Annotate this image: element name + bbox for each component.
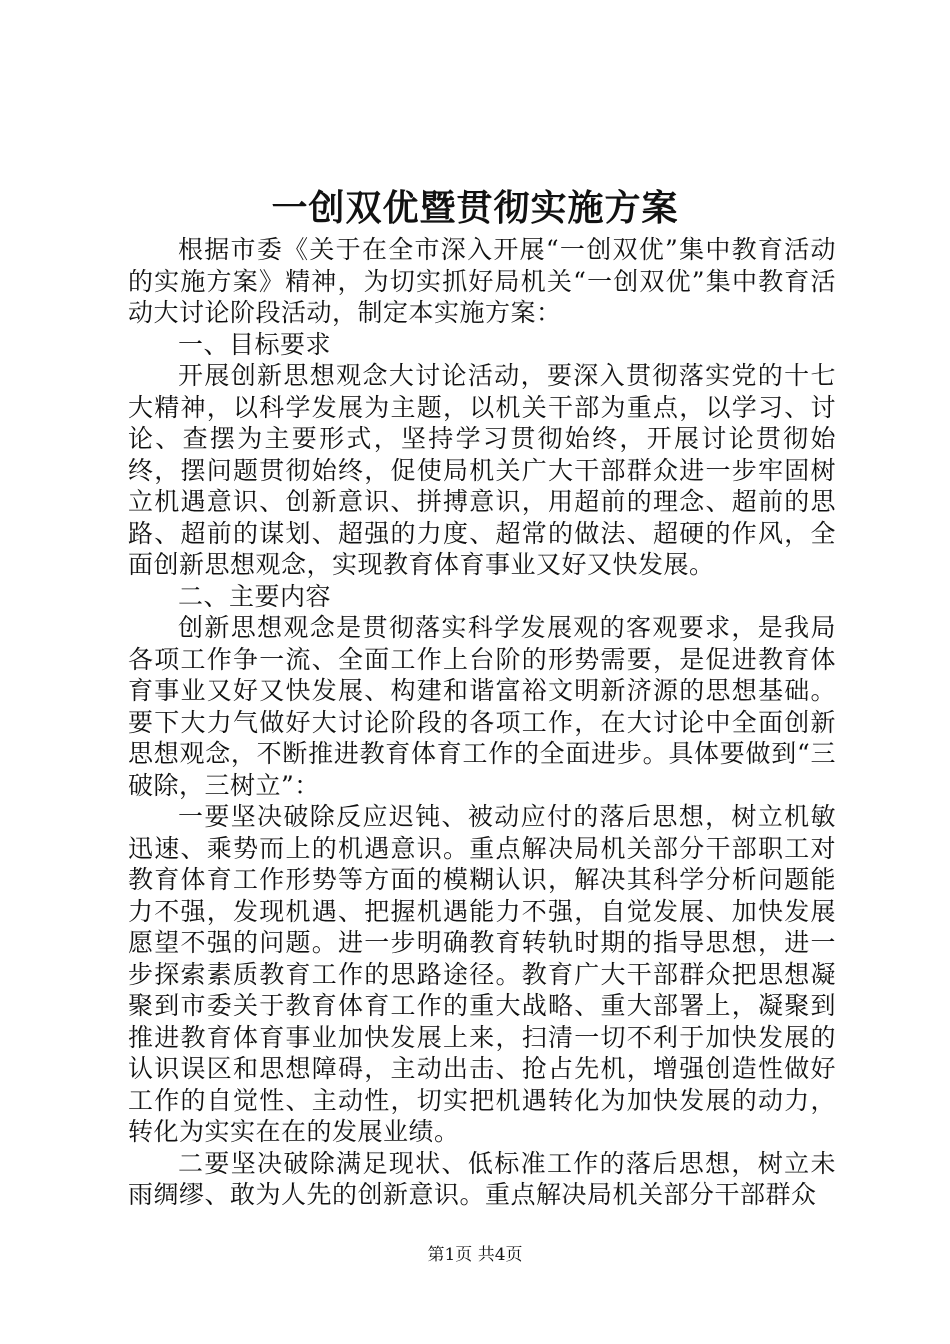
paragraph-content: 创新思想观念是贯彻落实科学发展观的客观要求，是我局各项工作争一流、全面工作上台阶的形势需要，是促进教育体育事业又好又快发展、构建和谐富裕文明新济源的思想基础。要下大力气做好大讨论阶段的各项工作，在大讨论中全面创新思想观念，不断推进教育体育工作的全面进步。具体要做到“三破除，三树立”： [128, 613, 836, 800]
paragraph-intro: 根据市委《关于在全市深入开展“一创双优”集中教育活动的实施方案》精神，为切实抓好局机关“一创双优”集中教育活动大讨论阶段活动，制定本实施方案： [128, 235, 836, 327]
document-body [128, 234, 836, 1211]
paragraph-point-one: 一要坚决破除反应迟钝、被动应付的落后思想，树立机敏迅速、乘势而上的机遇意识。重点解决局机关部分干部职工对教育体育工作形势等方面的模糊认识，解决其科学分析问题能力不强，发现机遇、把握机遇能力不强，自觉发展、加快发展愿望不强的问题。进一步明确教育转轨时期的指导思想，进一步探索素质教育工作的思路途径。教育广大干部群众把思想凝聚到市委关于教育体育工作的重大战略、重大部署上，凝聚到推进教育体育事业加快发展上来，扫清一切不利于加快发展的认识误区和思想障碍，主动出击、抢占先机，增强创造性做好工作的自觉性、主动性，切实把机遇转化为加快发展的动力，转化为实实在在的发展业绩。 [128, 802, 836, 1146]
paragraph-point-two: 二要坚决破除满足现状、低标准工作的落后思想，树立未雨绸缪、敢为人先的创新意识。重点解决局机关部分干部群众 [128, 1148, 836, 1209]
section-heading-goals: 一、目标要求 [178, 329, 332, 359]
page-footer: 第1页 共4页 [427, 1245, 523, 1265]
document-title: 一创双优暨贯彻实施方案 [271, 187, 679, 229]
section-heading-content: 二、主要内容 [178, 581, 332, 611]
paragraph-goals: 开展创新思想观念大讨论活动，要深入贯彻落实党的十七大精神，以科学发展为主题，以机关干部为重点，以学习、讨论、查摆为主要形式，坚持学习贯彻始终，开展讨论贯彻始终，摆问题贯彻始终，促使局机关广大干部群众进一步牢固树立机遇意识、创新意识、拼搏意识，用超前的理念、超前的思路、超前的谋划、超强的力度、超常的做法、超硬的作风，全面创新思想观念，实现教育体育事业又好又快发展。 [128, 361, 836, 579]
